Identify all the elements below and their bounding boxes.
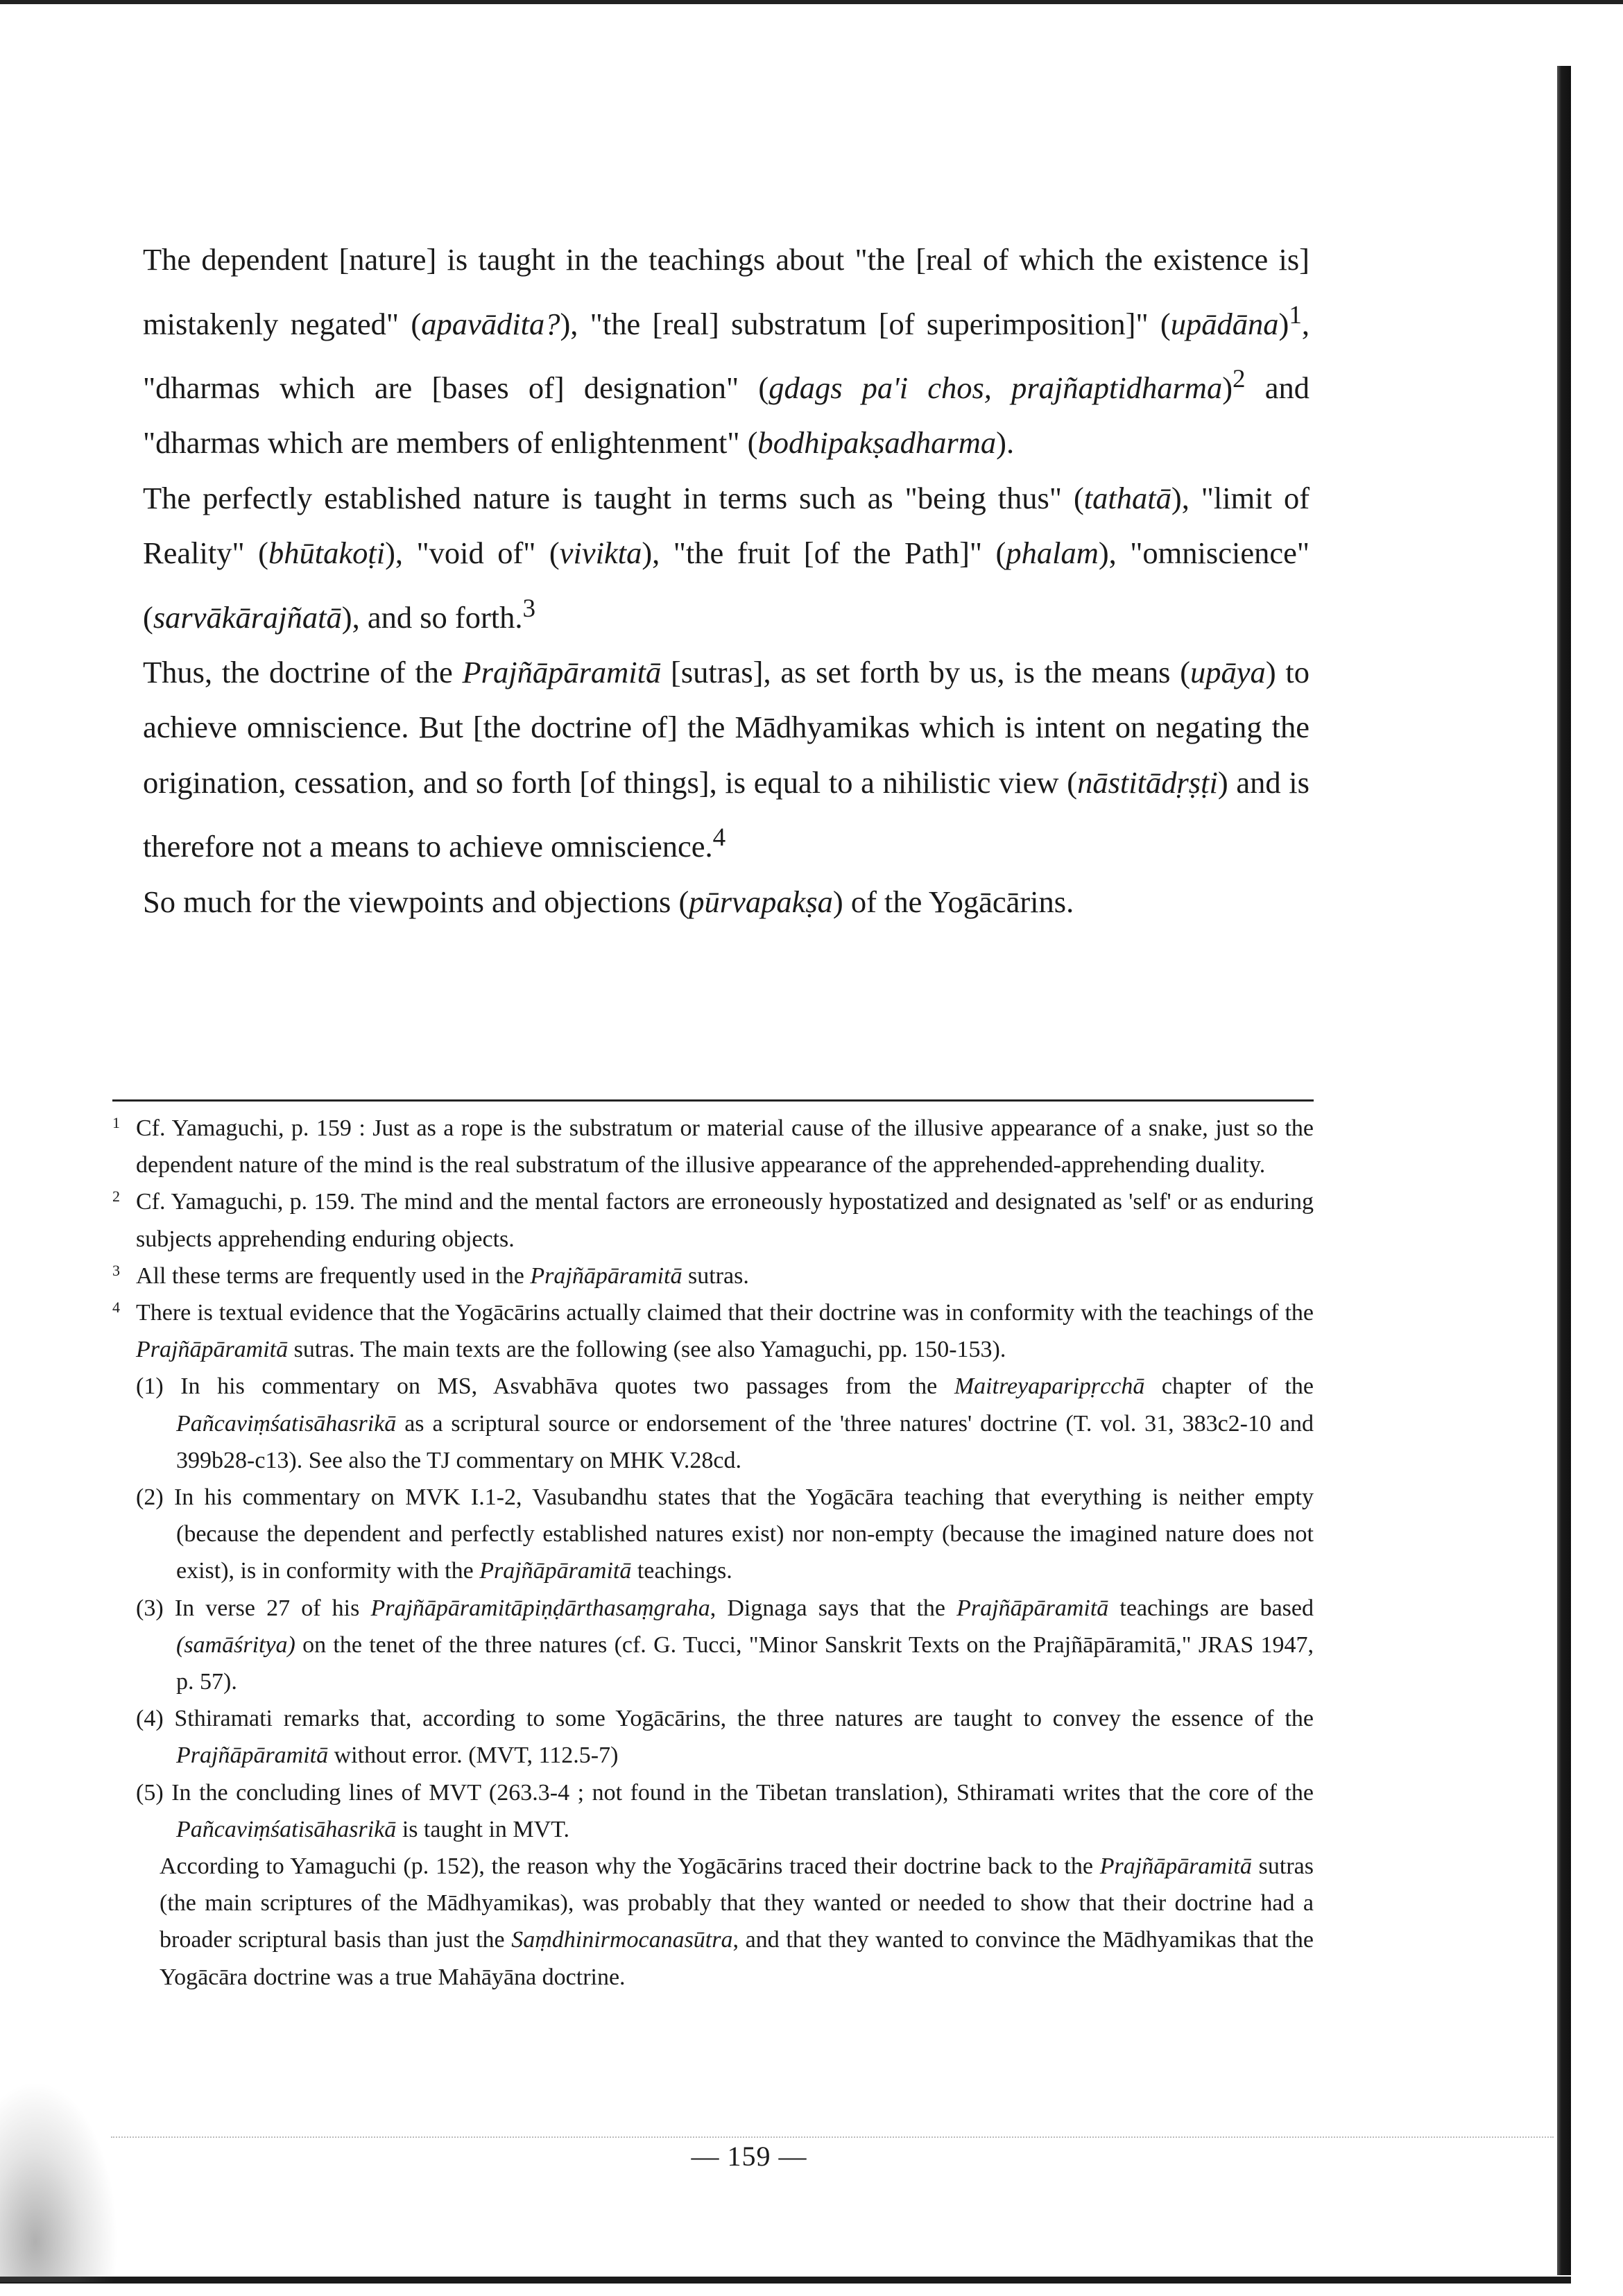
italic-term: (samāśritya)	[176, 1631, 295, 1658]
footnote-4-closing	[160, 1848, 1314, 1996]
paragraph-3	[143, 645, 1309, 875]
italic-term: nāstitādṛṣṭi	[1077, 764, 1218, 800]
text-run: ), "the fruit [of the Path]" (	[642, 536, 1006, 571]
footnote-marker: 2	[112, 1188, 120, 1206]
footnote-text: , Dignaga says that the	[710, 1595, 957, 1621]
text-run: )	[1222, 370, 1233, 405]
italic-term: Maitreyaparipṛcchā	[954, 1373, 1145, 1400]
italic-term: Saṃdhinirmocanasūtra	[511, 1927, 733, 1953]
italic-term: Prajñāpāramitā	[1099, 1853, 1252, 1880]
footnote-4-item-5	[136, 1774, 1314, 1848]
footnotes	[112, 1110, 1314, 1996]
main-text	[143, 232, 1309, 929]
text-run: ).	[996, 425, 1015, 461]
footnote-text: teachings.	[631, 1558, 732, 1584]
footnote-4-item-4	[136, 1700, 1314, 1774]
footnote-marker: 1	[112, 1114, 120, 1131]
footnote-text: chapter of the	[1144, 1373, 1314, 1400]
paragraph-2	[143, 471, 1309, 645]
italic-term: pūrvapakṣa	[689, 884, 833, 919]
footnote-text: All these terms are frequently used in the	[136, 1262, 531, 1289]
text-run: ), "void of" (	[385, 536, 560, 571]
footnote-1	[112, 1110, 1314, 1183]
italic-term: Prajñāpāramitā	[956, 1595, 1109, 1621]
footnote-text: as a scriptural source or endorsement of the 'three natures' doctrine (T. vol. 31, 383c2-10 and 399b28-c13). See also the TJ commentary on MHK V.28cd.	[176, 1410, 1314, 1473]
footnote-ref-1: 1	[1289, 300, 1302, 329]
italic-term: bodhipakṣadharma	[757, 425, 997, 461]
text-run: ) and is therefore not a means to achieve omniscience.	[143, 764, 1309, 864]
text-run: So much for the viewpoints and objections (	[143, 884, 689, 919]
footnote-ref-2: 2	[1233, 364, 1246, 393]
italic-term: Prajñāpāramitāpiṇḍārthasaṃgraha	[370, 1595, 710, 1621]
text-run: ), "the [real] substratum [of superimposition]" (	[560, 306, 1171, 341]
footnote-text: sutras.	[682, 1262, 749, 1289]
italic-term: Pañcaviṃśatisāhasrikā	[176, 1410, 397, 1437]
text-run: ), "limit of Reality" (	[143, 480, 1310, 571]
footnote-text: There is textual evidence that the Yogācārins actually claimed that their doctrine was in conformity with the teachings of the	[136, 1300, 1314, 1326]
scan-dotted-edge	[111, 2136, 1554, 2138]
italic-term: gdags pa'i chos, prajñaptidharma	[768, 370, 1223, 405]
italic-term: vivikta	[559, 536, 642, 571]
italic-term: Pañcaviṃśatisāhasrikā	[176, 1816, 397, 1842]
italic-term: Prajñāpāramitā	[479, 1558, 632, 1584]
text-run: ), and so forth.	[341, 599, 523, 635]
footnote-3	[112, 1258, 1314, 1294]
footnote-4	[112, 1294, 1314, 1368]
text-run: and "dharmas which are members of enlightenment" (	[143, 370, 1309, 461]
footnote-text: (5) In the concluding lines of MVT (263.3-4 ; not found in the Tibetan translation), Sthiramati writes that the core of the	[136, 1779, 1314, 1806]
italic-term: sarvākārajñatā	[153, 599, 342, 635]
footnote-text: , and that they wanted to convince the Mādhyamikas that the Yogācāra doctrine was a true Mahāyāna doctrine.	[160, 1927, 1314, 1990]
footnote-text: (2) In his commentary on MVK I.1-2, Vasubandhu states that the Yogācāra teaching that everything is neither empty (because the dependent and perfectly established natures exist) nor non-empty (because the imagined nature does not exist), is in conformity with the	[136, 1484, 1314, 1584]
scan-border-bottom	[0, 2277, 1571, 2284]
footnote-4-item-2	[136, 1479, 1314, 1590]
footnote-4-item-3	[136, 1590, 1314, 1701]
scan-noise	[0, 2081, 118, 2282]
text-run: [sutras], as set forth by us, is the means (	[661, 654, 1191, 689]
text-run: ), "omniscience" (	[143, 536, 1309, 635]
footnote-text: sutras. The main texts are the following (see also Yamaguchi, pp. 150-153).	[288, 1337, 1006, 1363]
footnote-text: (1) In his commentary on MS, Asvabhāva quotes two passages from the	[136, 1373, 954, 1400]
footnote-2	[112, 1183, 1314, 1257]
footnote-text: (4) Sthiramati remarks that, according to some Yogācārins, the three natures are taught to convey the essence of the	[136, 1706, 1314, 1732]
footnote-text: on the tenet of the three natures (cf. G. Tucci, "Minor Sanskrit Texts on the Prajñāpāramitā," JRAS 1947, p. 57).	[176, 1631, 1314, 1695]
text-run: , "dharmas which are [bases of] designation" (	[143, 306, 1309, 405]
footnote-marker: 3	[112, 1261, 120, 1279]
footnote-ref-4: 4	[712, 823, 726, 853]
text-run: )	[1278, 306, 1289, 341]
footnote-4-item-1	[136, 1368, 1314, 1479]
italic-term: apavādita?	[421, 306, 560, 341]
text-run: The perfectly established nature is taught in terms such as "being thus" (	[143, 480, 1084, 515]
footnote-separator	[112, 1099, 1314, 1102]
paragraph-1	[143, 232, 1309, 471]
paragraph-4	[143, 875, 1309, 930]
italic-term: phalam	[1006, 536, 1099, 571]
footnote-text: without error. (MVT, 112.5-7)	[328, 1742, 619, 1769]
footnote-text: teachings are based	[1108, 1595, 1314, 1621]
italic-term: Prajñāpāramitā	[176, 1742, 329, 1769]
italic-term: tathatā	[1083, 480, 1171, 515]
scan-border-top	[0, 0, 1623, 4]
italic-term: Prajñāpāramitā	[136, 1337, 289, 1363]
footnote-text: sutras (the main scriptures of the Mādhyamikas), was probably that they wanted or needed to show that their doctrine had a broader scriptural basis than just the	[160, 1853, 1314, 1953]
italic-term: upāya	[1190, 654, 1266, 689]
footnote-marker: 4	[112, 1299, 120, 1317]
text-run: ) of the Yogācārins.	[832, 884, 1074, 919]
scan-border-right	[1557, 66, 1571, 2275]
footnote-ref-3: 3	[522, 594, 536, 623]
footnote-text: is taught in MVT.	[396, 1816, 569, 1842]
page-number: — 159 —	[691, 2141, 807, 2172]
text-run: The dependent [nature] is taught in the teachings about "the [real of which the existence is] mistakenly negated" (	[143, 242, 1309, 341]
footnote-text: (3) In verse 27 of his	[136, 1595, 371, 1621]
italic-term: bhūtakoṭi	[268, 536, 386, 571]
footnote-text: According to Yamaguchi (p. 152), the reason why the Yogācārins traced their doctrine back to the	[160, 1853, 1100, 1880]
text-run: ) to achieve omniscience. But [the doctrine of] the Mādhyamikas which is intent on negating the origination, cessation, and so forth [of things], is equal to a nihilistic view (	[143, 654, 1309, 800]
footnote-text: Cf. Yamaguchi, p. 159. The mind and the mental factors are erroneously hypostatized and designated as 'self' or as enduring subjects apprehending enduring objects.	[136, 1189, 1314, 1252]
italic-term: Prajñāpāramitā	[530, 1262, 682, 1289]
italic-term: upādāna	[1170, 306, 1279, 341]
italic-term: Prajñāpāramitā	[462, 654, 662, 689]
footnote-text: Cf. Yamaguchi, p. 159 : Just as a rope is the substratum or material cause of the illusive appearance of a snake, just so the dependent nature of the mind is the real substratum of the illusive appearance of the apprehended-apprehending duality.	[136, 1115, 1314, 1179]
text-run: Thus, the doctrine of the	[143, 654, 463, 689]
